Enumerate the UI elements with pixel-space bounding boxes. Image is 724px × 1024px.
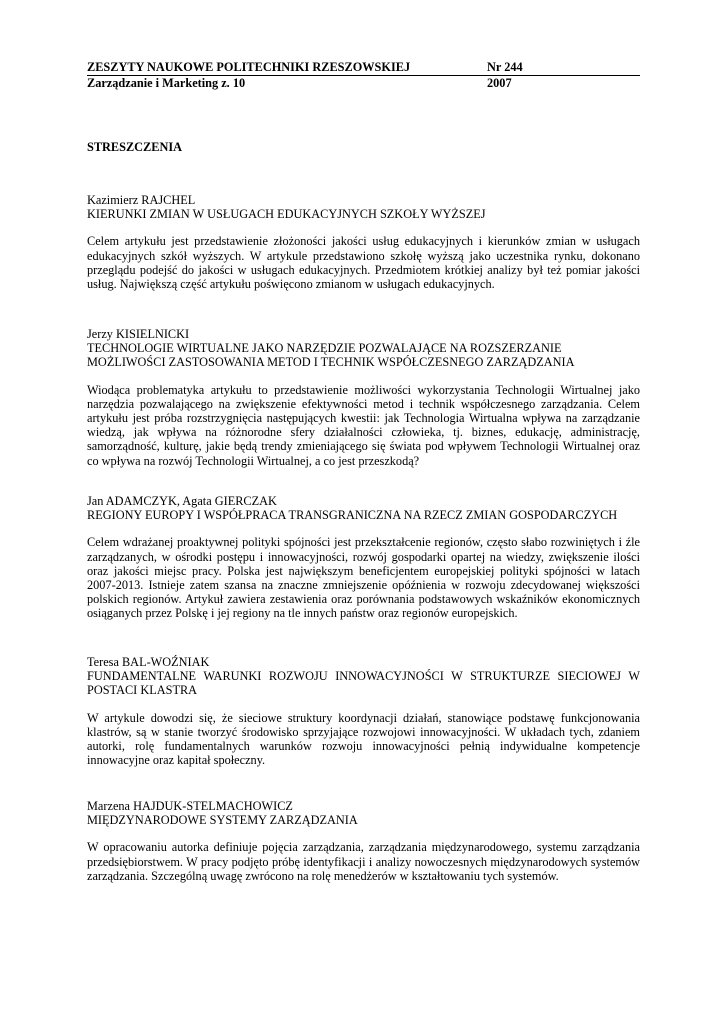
header-row-bottom xyxy=(87,75,640,91)
journal-name: ZESZYTY NAUKOWE POLITECHNIKI RZESZOWSKIEJ xyxy=(87,60,411,74)
abstract-3 xyxy=(87,494,640,621)
issue-number: Nr 244 xyxy=(487,60,523,74)
abstract-2 xyxy=(87,327,640,468)
issue-year: 2007 xyxy=(487,76,512,90)
journal-series: Zarządzanie i Marketing z. 10 xyxy=(87,76,246,90)
abstract-author: Teresa BAL-WOŹNIAK xyxy=(87,655,210,669)
abstract-title: MIĘDZYNARODOWE SYSTEMY ZARZĄDZANIA xyxy=(87,813,358,828)
abstract-body: W opracowaniu autorka definiuje pojęcia zarządzania, zarządzania międzynarodowego, systemu zarządzania przedsiębiorstwem. W pracy podjęto próbę identyfikacji i analizy nowoczesnych międzynarodowych systemów zarządzania. Szczególną uwagę zwrócono na rolę menedżerów w kształtowaniu tych systemów. xyxy=(87,840,640,883)
abstract-author: Kazimierz RAJCHEL xyxy=(87,193,196,207)
abstract-body: Wiodąca problematyka artykułu to przedstawienie możliwości wykorzystania Technologii Wirtualnej jako narzędzia pozwalającego na zwiększenie efektywności metod i technik współczesnego zarządzania. Celem artykułu jest próba rozstrzygnięcia następujących kwestii: jak Technologia Wirtualna wpływa na zarządzanie wiedzą, jak wpływa na różnorodne sfery działalności człowieka, tj. biznes, edukację, administrację, samorządność, kulturę, jakie będą trendy zmieniającego się świata pod wpływem Technologii Wirtualnej oraz co wpływa na rozwój Technologii Wirtualnej, a co jest przeszkodą? xyxy=(87,382,640,468)
abstract-title-line: TECHNOLOGIE WIRTUALNE JAKO NARZĘDZIE POZWALAJĄCE NA ROZSZERZANIE xyxy=(87,341,562,356)
abstract-author: Jerzy KISIELNICKI xyxy=(87,327,190,341)
abstract-body: Celem artykułu jest przedstawienie złożoności jakości usług edukacyjnych i kierunków zmian w usługach edukacyjnych szkół wyższych. W artykule przedstawiono szkołę wyższą jako uczestnika rynku, dokonano przeglądu podejść do jakości w usługach edukacyjnych. Przedmiotem krótkiej analizy był też pomiar jakości usług. Największą część artykułu poświęcono zmianom w usługach edukacyjnych. xyxy=(87,234,640,292)
abstract-title: FUNDAMENTALNE WARUNKI ROZWOJU INNOWACYJNOŚCI W STRUKTURZE SIECIOWEJ W POSTACI KLASTRA xyxy=(87,669,640,698)
section-title: STRESZCZENIA xyxy=(87,140,182,154)
abstract-author: Marzena HAJDUK-STELMACHOWICZ xyxy=(87,799,293,813)
header-row-top xyxy=(87,59,640,75)
abstract-title-line: MOŻLIWOŚCI ZASTOSOWANIA METOD I TECHNIK WSPÓŁCZESNEGO ZARZĄDZANIA xyxy=(87,355,575,370)
journal-header xyxy=(87,59,640,91)
abstract-1 xyxy=(87,193,640,291)
abstract-5 xyxy=(87,799,640,883)
abstract-body: Celem wdrażanej proaktywnej polityki spójności jest przekształcenie regionów, często słabo rozwiniętych i źle zarządzanych, w ośrodki postępu i innowacyjności, rozwój gospodarki opartej na wiedzy, zwiększenie ilości oraz jakości miejsc pracy. Polska jest największym beneficjentem europejskiej polityki spójności w latach 2007-2013. Istnieje zatem szansa na znaczne zmniejszenie opóźnienia w rozwoju zdecydowanej większości polskich regionów. Artykuł zawiera zestawienia oraz porównania podstawowych wskaźników ekonomicznych osiąganych przez Polskę i jej regiony na tle innych państw oraz regionów europejskich. xyxy=(87,535,640,621)
abstract-title: KIERUNKI ZMIAN W USŁUGACH EDUKACYJNYCH SZKOŁY WYŻSZEJ xyxy=(87,207,486,222)
abstract-4 xyxy=(87,655,640,767)
abstract-title: REGIONY EUROPY I WSPÓŁPRACA TRANSGRANICZNA NA RZECZ ZMIAN GOSPODARCZYCH xyxy=(87,508,618,523)
abstract-body: W artykule dowodzi się, że sieciowe struktury koordynacji działań, stanowiące podstawę funkcjonowania klastrów, są w stanie tworzyć środowisko sprzyjające rozwojowi innowacyjności. W układach tych, zdaniem autorki, rolę fundamentalnych warunków rozwoju innowacyjności pełnią indywidualne kompetencje innowacyjne oraz kapitał społeczny. xyxy=(87,710,640,768)
abstract-author: Jan ADAMCZYK, Agata GIERCZAK xyxy=(87,494,277,508)
